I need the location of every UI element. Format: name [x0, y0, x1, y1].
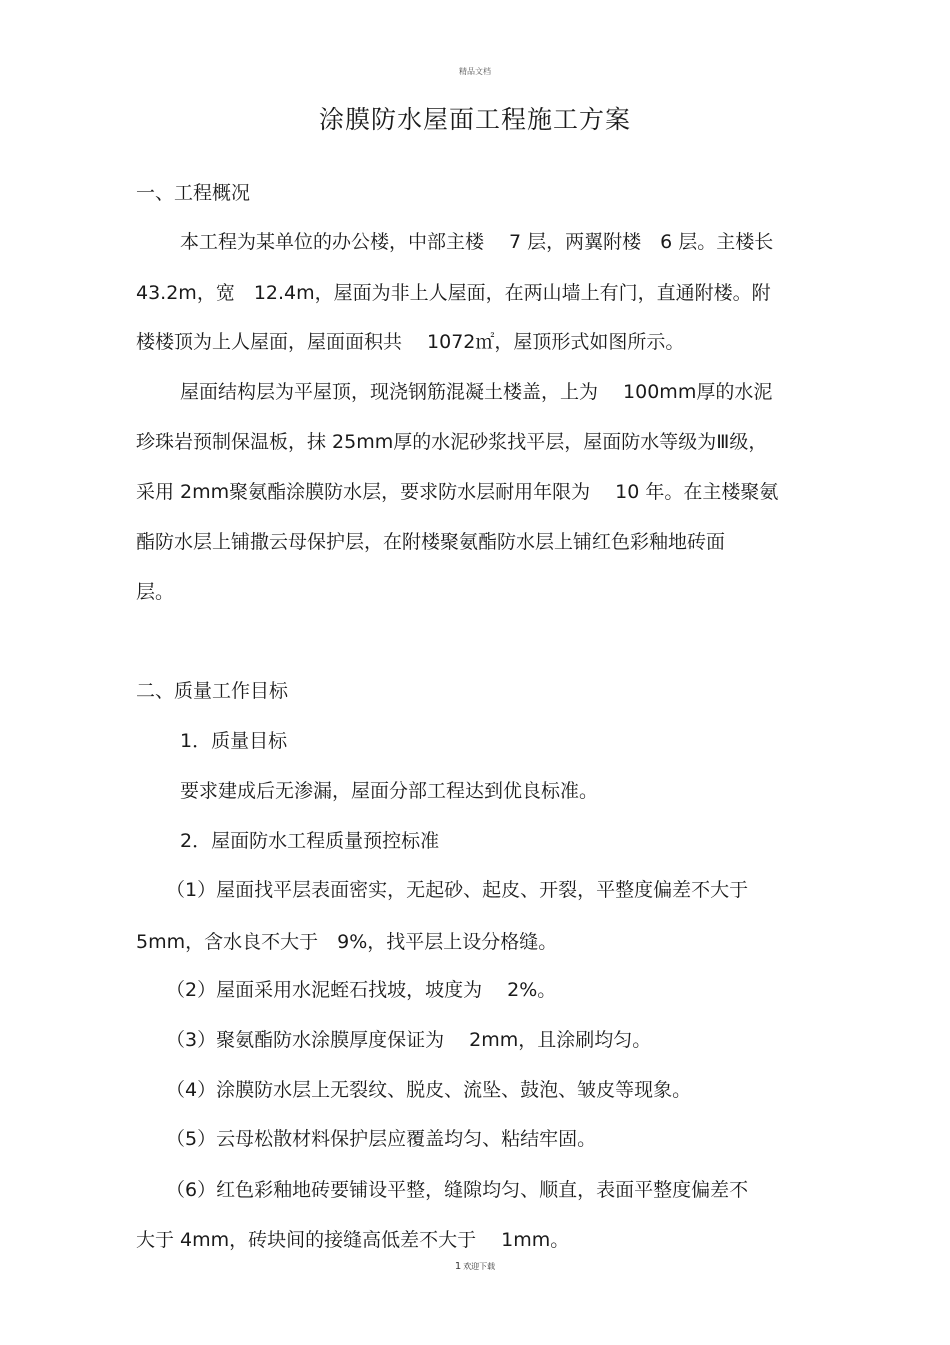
paragraph-line: 酯防水层上铺撒云母保护层，在附楼聚氨酯防水层上铺红色彩釉地砖面	[136, 531, 726, 553]
page-number: 1	[454, 1261, 462, 1272]
list-item-continuation: 5mm，含水良不大于 9%，找平层上设分格缝。	[136, 931, 558, 953]
list-item-continuation: 大于 4mm，砖块间的接缝高低差不大于 1mm。	[136, 1229, 570, 1251]
page-footer	[0, 1261, 950, 1272]
paragraph-line: 层。	[136, 581, 175, 603]
header-note: 精品文档	[459, 67, 491, 76]
section-2-heading: 二、质量工作目标	[136, 680, 289, 702]
paragraph-line: 楼楼顶为上人屋面，屋面面积共 1072㎡，屋顶形式如图所示。	[136, 331, 685, 353]
list-item: （5）云母松散材料保护层应覆盖均匀、粘结牢固。	[166, 1128, 597, 1150]
footer-text: 欢迎下载	[463, 1262, 496, 1271]
list-item: （2）屋面采用水泥蛭石找坡，坡度为 2%。	[166, 979, 557, 1001]
list-item: （3）聚氨酯防水涂膜厚度保证为 2mm，且涂刷均匀。	[166, 1029, 652, 1051]
section-1-heading: 一、工程概况	[136, 182, 251, 204]
paragraph-line: 本工程为某单位的办公楼，中部主楼 7 层，两翼附楼 6 层。主楼长	[180, 231, 774, 253]
paragraph-line: 屋面结构层为平屋顶，现浇钢筋混凝土楼盖，上为 100mm厚的水泥	[180, 381, 773, 403]
list-item: （4）涂膜防水层上无裂纹、脱皮、流坠、鼓泡、皱皮等现象。	[166, 1079, 692, 1101]
subheading-quality-target: 1．质量目标	[180, 730, 288, 752]
paragraph-line: 要求建成后无渗漏，屋面分部工程达到优良标准。	[180, 780, 599, 802]
paragraph-line: 采用 2mm聚氨酯涂膜防水层，要求防水层耐用年限为 10 年。在主楼聚氨	[136, 481, 779, 503]
subheading-quality-standard: 2．屋面防水工程质量预控标准	[180, 830, 440, 852]
list-item: （6）红色彩釉地砖要铺设平整，缝隙均匀、顺直，表面平整度偏差不	[166, 1179, 749, 1201]
list-item: （1）屋面找平层表面密实，无起砂、起皮、开裂，平整度偏差不大于	[166, 879, 749, 901]
document-title: 涂膜防水屋面工程施工方案	[318, 105, 631, 134]
paragraph-line: 珍珠岩预制保温板，抹 25mm厚的水泥砂浆找平层，屋面防水等级为Ⅲ级，	[136, 431, 768, 453]
paragraph-line: 43.2m，宽 12.4m，屋面为非上人屋面，在两山墙上有门，直通附楼。附	[136, 282, 771, 304]
